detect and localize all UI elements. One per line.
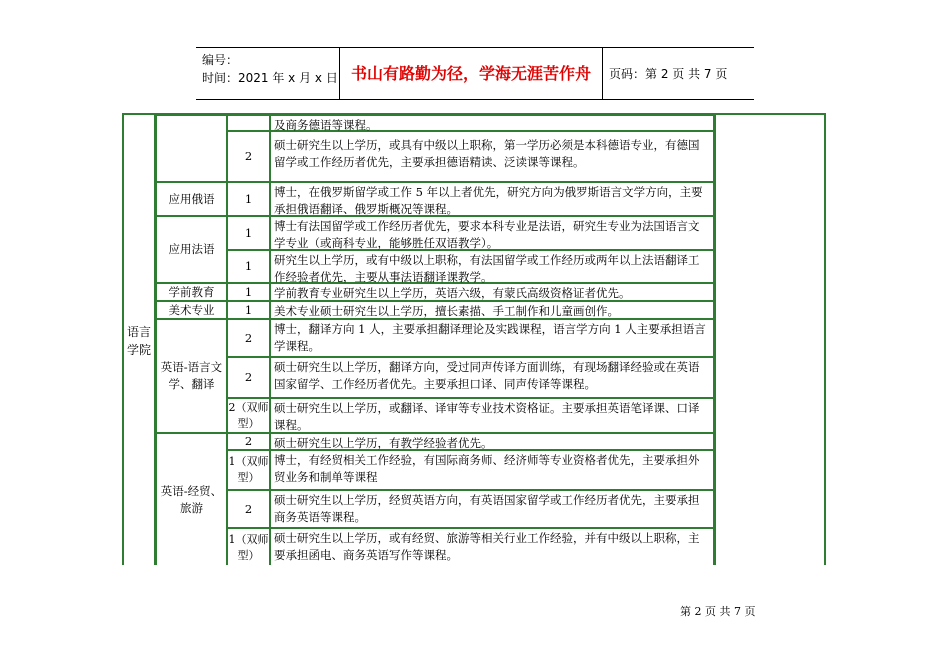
major-name: 英语-经贸、旅游 [160, 484, 223, 515]
column-divider [714, 115, 716, 565]
requirement-cell: 美术专业硕士研究生以上学历，擅长素描、手工制作和儿童画创作。 [270, 301, 714, 319]
requirement-cell: 博士，翻译方向 1 人，主要承担翻译理论及实践课程，语言学方向 1 人主要承担语言学课程。 [270, 319, 714, 357]
major-cell-english-trade [156, 433, 227, 565]
count-cell: 1 [227, 182, 270, 216]
requirement-cell: 硕士研究生以上学历，有教学经验者优先。 [270, 433, 714, 450]
requirement-cell: 博士有法国留学或工作经历者优先，要求本科专业是法语，研究生专业为法国语言文学专业（或商科专业，能够胜任双语教学）。 [270, 216, 714, 250]
college-name: 语言学院 [127, 325, 152, 357]
major-cell-french [156, 216, 227, 283]
page-footer: 第 2 页 共 7 页 [680, 605, 756, 618]
requirement-cell: 研究生以上学历，或有中级以上职称，有法国留学或工作经历或两年以上法语翻译工作经验者优先，主要从事法语翻译课教学。 [270, 250, 714, 283]
recruitment-table [122, 113, 826, 565]
header-divider [602, 48, 603, 99]
count-cell: 2 [227, 131, 270, 182]
requirement-cell: 硕士研究生以上学历，经贸英语方向，有英语国家留学或工作经历者优先，主要承担商务英语等课程。 [270, 490, 714, 528]
code-label: 编号： [202, 53, 239, 67]
count-cell: 2 [227, 490, 270, 528]
count-cell: 2 [227, 357, 270, 398]
major-cell-russian [156, 182, 227, 216]
requirement-cell: 硕士研究生以上学历，或具有中级以上职称，第一学历必须是本科德语专业，有德国留学或工作经历者优先，主要承担德语精读、泛读课等课程。 [270, 131, 714, 182]
count-cell: 1 [227, 283, 270, 301]
requirement-cell: 硕士研究生以上学历，翻译方向，受过同声传译方面训练，有现场翻译经验或在英语国家留学、工作经历者优先。主要承担口译、同声传译等课程。 [270, 357, 714, 398]
college-cell [124, 115, 154, 565]
count-cell [227, 115, 270, 131]
major-cell-german [156, 115, 227, 182]
count-cell: 2 [227, 433, 270, 450]
requirement-cell: 硕士研究生以上学历，或有经贸、旅游等相关行业工作经验，并有中级以上职称，主要承担函电、商务英语写作等课程。 [270, 528, 714, 565]
count-cell: 1 [227, 301, 270, 319]
count-cell: 1 [227, 216, 270, 250]
requirement-cell: 学前教育专业研究生以上学历，英语六级，有蒙氏高级资格证者优先。 [270, 283, 714, 301]
major-name: 学前教育 [168, 284, 215, 299]
header-page-number: 页码：第 2 页 共 7 页 [609, 67, 728, 81]
header-divider [339, 48, 340, 99]
requirement-cell: 博士，有经贸相关工作经验，有国际商务师、经济师等专业资格者优先，主要承担外贸业务和制单等课程 [270, 450, 714, 490]
count-cell: 2 [227, 319, 270, 357]
major-cell-art [156, 301, 227, 319]
major-name: 英语-语言文学、翻译 [160, 360, 223, 391]
requirement-cell: 及商务德语等课程。 [270, 115, 714, 131]
header-motto: 书山有路勤为径，学海无涯苦作舟 [350, 64, 591, 83]
count-cell: 2（双师型） [227, 398, 270, 433]
requirement-cell: 博士，在俄罗斯留学或工作 5 年以上者优先，研究方向为俄罗斯语言文学方向，主要承担俄语翻译、俄罗斯概况等课程。 [270, 182, 714, 216]
header-meta [202, 51, 338, 87]
count-cell: 1（双师型） [227, 450, 270, 490]
count-cell: 1 [227, 250, 270, 283]
major-name: 应用法语 [168, 242, 215, 256]
requirement-cell: 硕士研究生以上学历，或翻译、译审等专业技术资格证。主要承担英语笔译课、口译课程。 [270, 398, 714, 433]
major-cell-preschool [156, 283, 227, 301]
time-label: 时间：2021 年 x 月 x 日 [202, 71, 338, 85]
count-cell: 1（双师型） [227, 528, 270, 565]
page-header [196, 47, 754, 100]
major-name: 应用俄语 [168, 191, 215, 206]
major-name: 美术专业 [168, 302, 215, 317]
major-cell-english-literature [156, 319, 227, 433]
